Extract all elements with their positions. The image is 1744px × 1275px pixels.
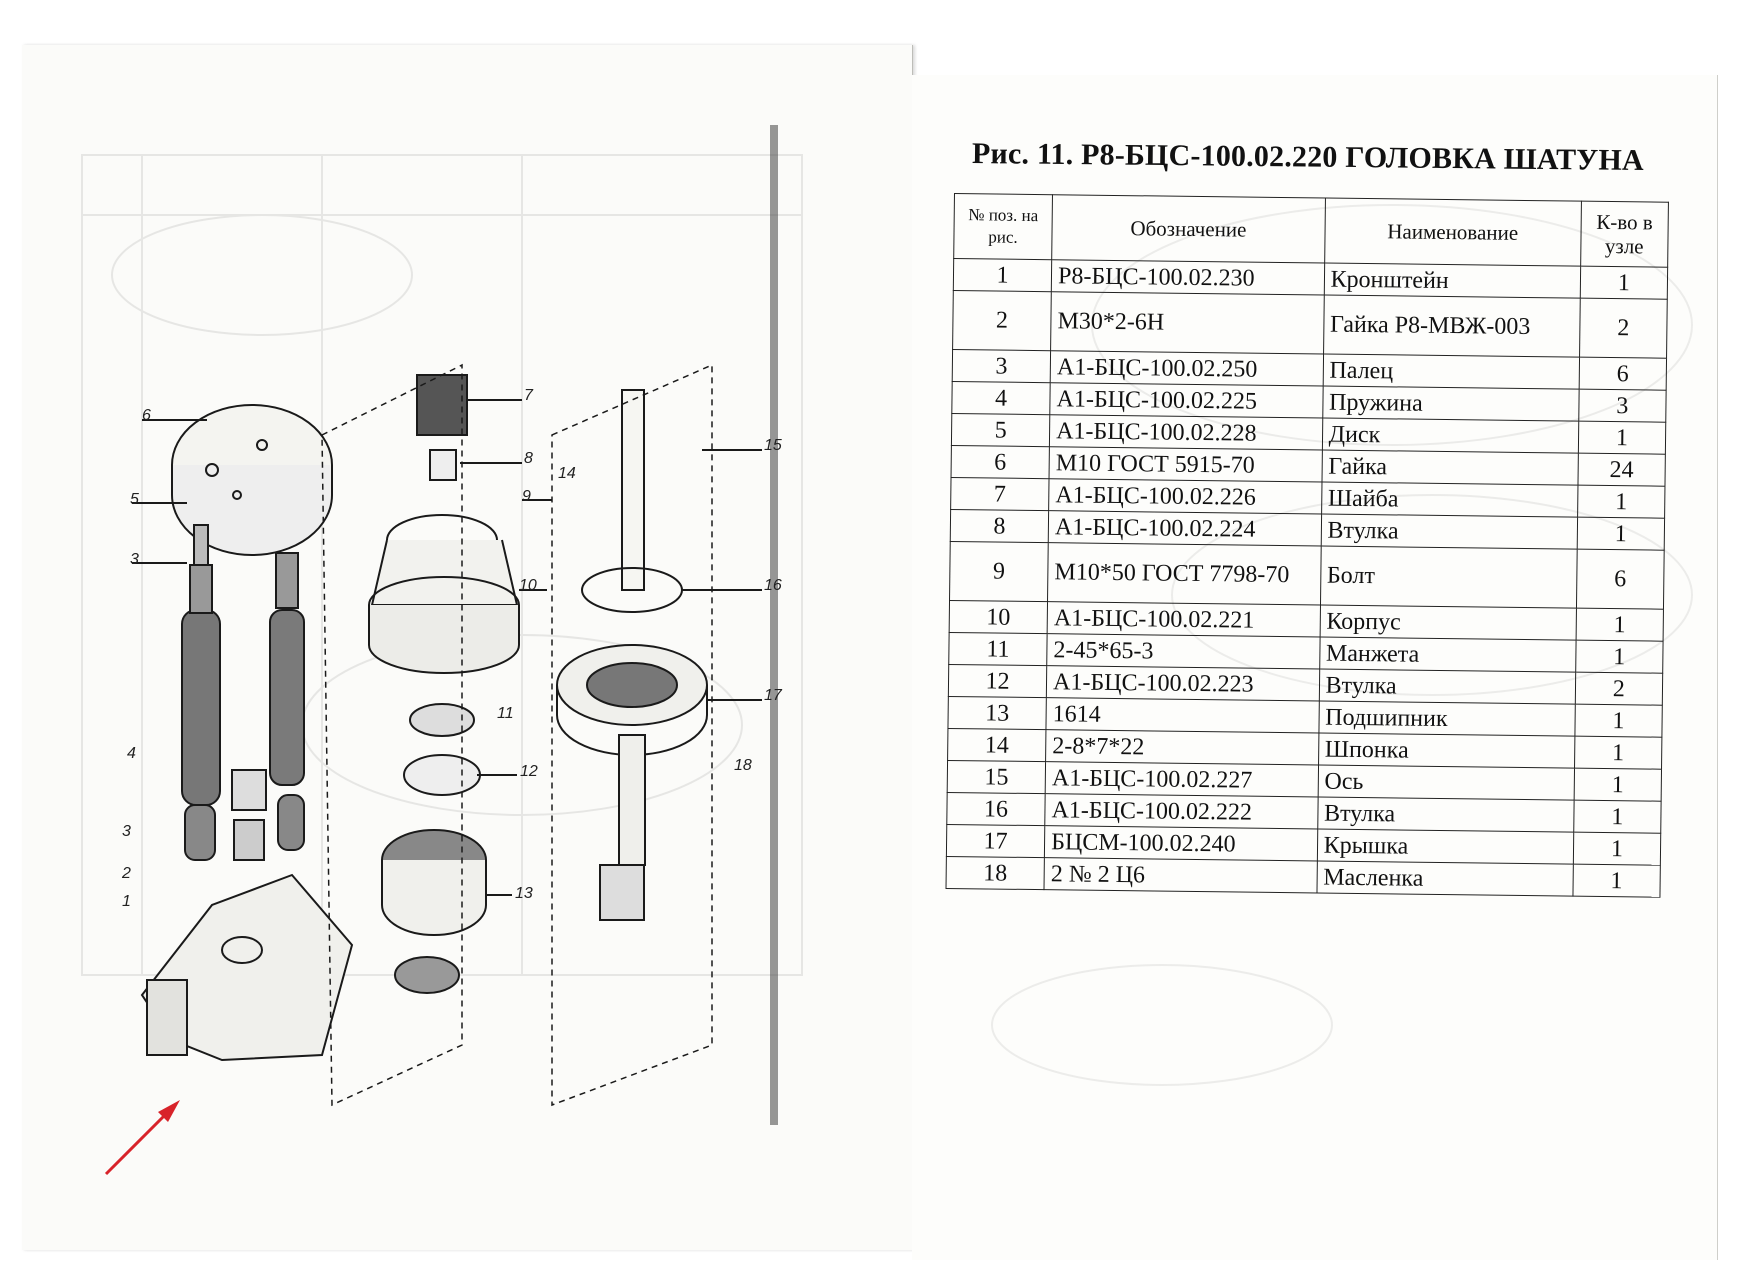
callout-13: 13 (515, 885, 533, 902)
cell-name: Подшипник (1319, 701, 1576, 736)
cell-qty: 1 (1577, 517, 1665, 550)
callout-12: 12 (520, 763, 538, 780)
cell-num: 2 (953, 290, 1052, 350)
cell-name: Ось (1318, 765, 1575, 800)
callout-15: 15 (764, 437, 782, 454)
cell-qty: 1 (1574, 800, 1662, 833)
cell-name: Диск (1322, 418, 1579, 453)
cell-code: А1-БЦС-100.02.225 (1050, 383, 1323, 418)
callout-5: 5 (130, 491, 139, 508)
exploded-assembly-drawing (22, 45, 912, 1250)
cell-qty: 3 (1579, 389, 1667, 422)
right-page-parts-list (912, 75, 1718, 1260)
cell-code: 2-8*7*22 (1046, 730, 1319, 765)
spring-right (270, 553, 304, 850)
header-code: Обозначение (1052, 195, 1325, 263)
cell-num: 8 (950, 509, 1048, 542)
cell-code: А1-БЦС-100.02.250 (1050, 351, 1323, 386)
cell-name: Втулка (1317, 797, 1574, 832)
cell-code: А1-БЦС-100.02.224 (1048, 511, 1321, 546)
callout-3b: 3 (122, 823, 131, 840)
cell-qty: 6 (1579, 357, 1667, 390)
cell-name: Корпус (1320, 605, 1577, 640)
cell-qty: 2 (1579, 298, 1667, 358)
cell-qty: 1 (1580, 266, 1668, 299)
red-arrow-annotation (100, 1090, 190, 1180)
cell-num: 18 (946, 856, 1044, 889)
cell-code: А1-БЦС-100.02.223 (1046, 666, 1319, 701)
table-header-row (954, 194, 1669, 268)
parts-table (945, 193, 1668, 898)
callout-2: 2 (122, 865, 131, 882)
callout-11: 11 (497, 705, 514, 722)
cell-code: 1614 (1046, 698, 1319, 733)
callout-9: 9 (522, 488, 531, 505)
cell-num: 1 (953, 259, 1051, 292)
cell-name: Крышка (1317, 829, 1574, 864)
parts-table-body (946, 259, 1668, 898)
cell-num: 6 (951, 445, 1049, 478)
cell-name: Гайка (1322, 450, 1579, 485)
callout-6: 6 (142, 407, 151, 424)
callout-3: 3 (130, 551, 139, 568)
cell-code: БЦСМ-100.02.240 (1044, 826, 1317, 861)
callout-1: 1 (122, 893, 131, 910)
callout-14: 14 (558, 465, 576, 482)
parts-table-wrap (945, 193, 1668, 898)
cell-qty: 1 (1574, 768, 1662, 801)
cell-num: 16 (947, 792, 1045, 825)
cell-num: 5 (951, 413, 1049, 446)
cell-code: 2 № 2 Ц6 (1044, 858, 1317, 893)
cell-num: 4 (952, 381, 1050, 414)
callout-10: 10 (519, 577, 537, 594)
cell-qty: 1 (1573, 832, 1661, 865)
cell-name: Масленка (1317, 861, 1574, 896)
cell-code: М10*50 ГОСТ 7798-70 (1048, 543, 1321, 605)
cell-num: 17 (946, 824, 1044, 857)
callout-17: 17 (764, 687, 782, 704)
cell-name: Гайка Р8-МВЖ-003 (1323, 295, 1580, 357)
cell-name: Шпонка (1318, 733, 1575, 768)
cell-name: Манжета (1319, 637, 1576, 672)
table-row (950, 541, 1665, 609)
cell-num: 14 (948, 728, 1046, 761)
header-name: Наименование (1324, 198, 1581, 266)
page-title: Рис. 11. Р8-БЦС-100.02.220 ГОЛОВКА ШАТУНА (971, 137, 1645, 178)
left-page-drawing (22, 45, 913, 1250)
cell-name: Болт (1320, 546, 1577, 608)
callout-8: 8 (524, 450, 533, 467)
cell-qty: 24 (1578, 453, 1666, 486)
cell-code: Р8-БЦС-100.02.230 (1051, 260, 1324, 295)
header-qty: К-во в узле (1580, 201, 1668, 267)
cell-qty: 1 (1574, 736, 1662, 769)
cell-qty: 1 (1577, 485, 1665, 518)
callout-18: 18 (734, 757, 752, 774)
cell-qty: 1 (1573, 864, 1661, 897)
callout-7: 7 (524, 387, 533, 404)
callout-16: 16 (764, 577, 782, 594)
cell-qty: 1 (1575, 704, 1663, 737)
table-row (953, 290, 1668, 358)
cell-name: Втулка (1321, 514, 1578, 549)
header-num: № поз. на рис. (954, 194, 1053, 260)
cell-num: 10 (949, 600, 1047, 633)
cell-num: 13 (948, 696, 1046, 729)
cell-qty: 1 (1575, 640, 1663, 673)
cell-num: 11 (949, 632, 1047, 665)
cell-code: М10 ГОСТ 5915-70 (1049, 447, 1322, 482)
spring-left (182, 525, 220, 860)
cell-qty: 1 (1576, 608, 1664, 641)
cell-qty: 2 (1575, 672, 1663, 705)
cell-name: Шайба (1321, 482, 1578, 517)
cell-num: 12 (948, 664, 1046, 697)
cell-name: Втулка (1319, 669, 1576, 704)
cell-num: 7 (951, 477, 1049, 510)
callout-4: 4 (127, 745, 136, 762)
cell-code: 2-45*65-3 (1047, 634, 1320, 669)
cell-name: Пружина (1322, 386, 1579, 421)
cell-code: А1-БЦС-100.02.226 (1049, 479, 1322, 514)
cell-num: 15 (947, 760, 1045, 793)
cell-code: А1-БЦС-100.02.227 (1045, 762, 1318, 797)
cell-name: Кронштейн (1324, 263, 1581, 298)
cell-code: М30*2-6Н (1051, 292, 1324, 354)
cell-code: А1-БЦС-100.02.222 (1045, 794, 1318, 829)
cell-num: 3 (952, 349, 1050, 382)
cell-code: А1-БЦС-100.02.221 (1047, 602, 1320, 637)
cell-num: 9 (950, 541, 1049, 601)
cell-name: Палец (1323, 354, 1580, 389)
cell-qty: 1 (1578, 421, 1666, 454)
cell-qty: 6 (1576, 549, 1664, 609)
cell-code: А1-БЦС-100.02.228 (1050, 415, 1323, 450)
